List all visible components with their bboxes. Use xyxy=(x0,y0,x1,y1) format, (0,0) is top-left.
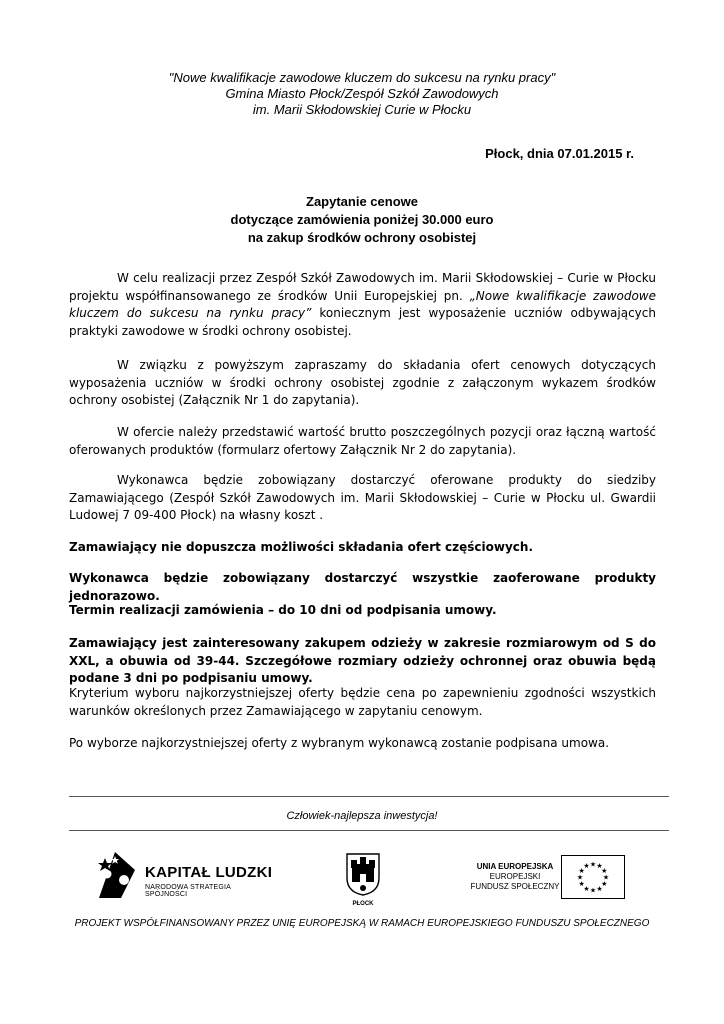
paragraph-invitation xyxy=(69,357,656,410)
kapital-ludzki-subtitle: NARODOWA STRATEGIA SPÓJNOŚCI xyxy=(145,884,231,898)
eu-fund-label xyxy=(470,862,560,892)
kapital-ludzki-emblem-icon xyxy=(95,850,143,900)
paragraph-contract xyxy=(69,735,656,753)
paragraph-delivery xyxy=(69,472,656,525)
eu-star-icon: ★ xyxy=(596,884,603,893)
plock-coat-of-arms xyxy=(343,852,383,907)
footer-slogan: Człowiek-najlepsza inwestycja! xyxy=(286,810,438,822)
eu-star-icon: ★ xyxy=(578,880,585,888)
eu-line-2: EUROPEJSKI xyxy=(489,872,541,881)
subject-line-3: na zakup środków ochrony osobistej xyxy=(247,230,477,245)
plock-label: PŁOCK xyxy=(352,901,374,907)
paragraph-criterion xyxy=(69,685,656,720)
subject-line-2: dotyczące zamówienia poniżej 30.000 euro xyxy=(230,212,494,227)
footer-divider-top xyxy=(69,796,669,797)
eu-star-icon: ★ xyxy=(596,862,603,871)
eu-line-3: FUNDUSZ SPOŁECZNY xyxy=(470,882,560,891)
eu-star-icon: ★ xyxy=(601,867,608,875)
document-date: Płock, dnia 07.01.2015 r. xyxy=(485,146,634,161)
eu-star-icon: ★ xyxy=(589,860,597,869)
eu-star-icon: ★ xyxy=(583,884,590,893)
bold-deadline: Termin realizacji zamówienia – do 10 dni od podpisania umowy. xyxy=(69,603,497,617)
header-institution: Gmina Miasto Płock/Zespół Szkół Zawodowych xyxy=(225,86,499,101)
eu-star-icon: ★ xyxy=(578,867,585,875)
contract-text: Po wyborze najkorzystniejszej oferty z wybranym wykonawcą zostanie podpisana umowa. xyxy=(69,736,610,750)
intro-text-b: koniecznym jest wyposażenie uczniów odbywających praktyki zawodowe w środki ochrony osobistej. xyxy=(69,306,656,338)
kapital-ludzki-title: KAPITAŁ LUDZKI xyxy=(145,864,273,881)
footer-divider-bottom xyxy=(69,830,669,831)
bold-delivery-once: Wykonawca będzie zobowiązany dostarczyć wszystkie zaoferowane produkty jednorazowo. xyxy=(69,571,656,603)
eu-star-icon: ★ xyxy=(576,873,584,882)
document-subject xyxy=(0,193,724,247)
eu-star-icon: ★ xyxy=(601,880,608,888)
plock-shield-icon xyxy=(345,852,381,896)
eu-star-icon: ★ xyxy=(583,862,590,871)
eu-stars-icon xyxy=(562,856,624,898)
bold-sizes: Zamawiający jest zainteresowany zakupem odzieży w zakresie rozmiarowym od S do XXL, a obuwia od 39-44. Szczegółowe rozmiary odzieży ochronnej oraz obuwia będą podane 3 dni po podpisaniu umowy. xyxy=(69,636,656,685)
delivery-text: Wykonawca będzie zobowiązany dostarczyć oferowane produkty do siedziby Zamawiającego (Zespół Szkół Zawodowych im. Marii Skłodowskiej – Curie w Płocku ul. Gwardii Ludowej 7 09-400 Płock) na własny koszt . xyxy=(69,473,656,522)
bold-no-partial-offers: Zamawiający nie dopuszcza możliwości składania ofert częściowych. xyxy=(69,540,533,554)
paragraph-offer xyxy=(69,424,656,459)
criterion-text: Kryterium wyboru najkorzystniejszej oferty będzie cena po zapewnieniu zgodności wszystkich warunków określonych przez Zamawiającego w zapytaniu cenowym. xyxy=(69,686,656,718)
eu-title: UNIA EUROPEJSKA xyxy=(476,862,554,871)
eu-star-icon: ★ xyxy=(602,873,610,882)
subject-title: Zapytanie cenowe xyxy=(306,194,418,209)
invitation-text: W związku z powyższym zapraszamy do składania ofert cenowych dotyczących wyposażenia uczniów w środki ochrony osobistej zgodnie z załączonym wykazem środków ochrony osobistej (Załącznik Nr 1 do zapytania). xyxy=(69,358,656,407)
eu-flag xyxy=(561,855,625,899)
intro-project-name: „Nowe kwalifikacje zawodowe kluczem do sukcesu na rynku pracy” xyxy=(69,288,657,320)
header-school-name: im. Marii Skłodowskiej Curie w Płocku xyxy=(252,102,472,117)
project-title: "Nowe kwalifikacje zawodowe kluczem do sukcesu na rynku pracy" xyxy=(168,70,556,85)
eu-star-icon: ★ xyxy=(589,886,597,895)
kapital-ludzki-logo xyxy=(95,850,275,900)
paragraph-intro xyxy=(69,270,656,340)
intro-text-a: W celu realizacji przez Zespół Szkół Zawodowych im. Marii Skłodowskiej – Curie w Płocku projektu współfinansowanego ze środków Unii Europejskiej pn. xyxy=(69,271,656,303)
footer-cofinancing-note: PROJEKT WSPÓŁFINANSOWANY PRZEZ UNIĘ EUROPEJSKĄ W RAMACH EUROPEJSKIEGO FUNDUSZU SPOŁECZNEGO xyxy=(74,918,650,929)
offer-text: W ofercie należy przedstawić wartość brutto poszczególnych pozycji oraz łączną wartość oferowanych produktów (formularz ofertowy Załącznik Nr 2 do zapytania). xyxy=(69,425,656,457)
